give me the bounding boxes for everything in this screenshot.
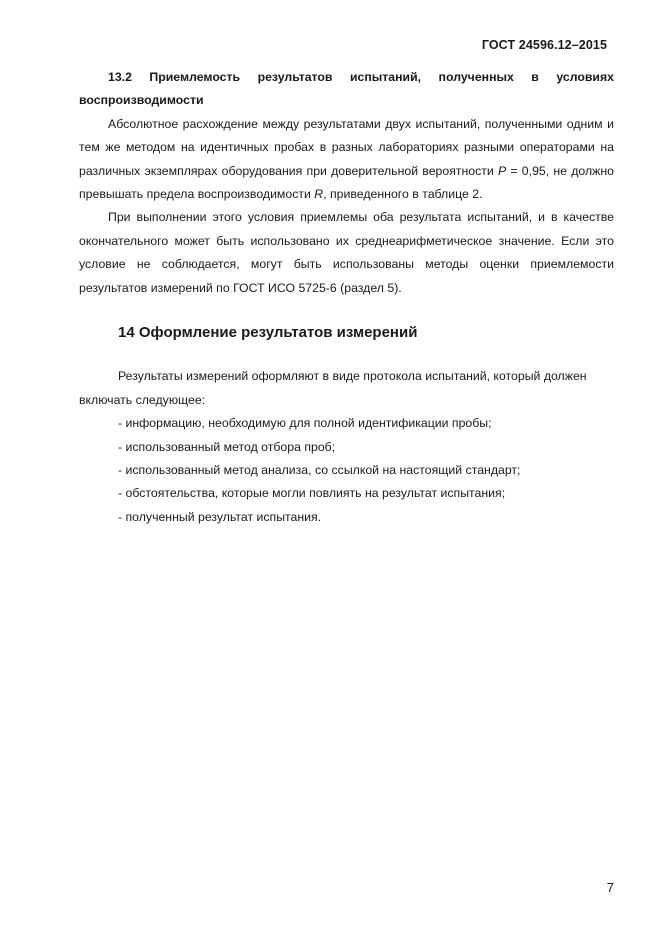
page-content bbox=[79, 66, 614, 529]
paragraph-reproducibility-limit bbox=[79, 113, 614, 207]
list-item: - информацию, необходимую для полной идентификации пробы; bbox=[118, 416, 492, 431]
subsection-title-13-2: 13.2 Приемлемость результатов испытаний, полученных в условиях воспроизводимости bbox=[79, 70, 614, 108]
variable-p: P bbox=[498, 163, 507, 178]
para1-text-b: = 0,95, не должно превышать предела воспроизводимости bbox=[79, 163, 614, 202]
variable-r: R bbox=[314, 187, 324, 202]
list-item: - обстоятельства, которые могли повлиять на результат испытания; bbox=[118, 486, 506, 501]
document-id: ГОСТ 24596.12–2015 bbox=[481, 38, 607, 52]
paragraph-acceptance: При выполнении этого условия приемлемы оба результата испытаний, и в качестве окончательного может быть использовано их среднеарифметическое значение. Если это условие не соблюдается, могут быть использованы методы оценки приемлемости результатов измерений по ГОСТ ИСО 5725-6 (раздел 5). bbox=[79, 210, 614, 295]
list-item: - полученный результат испытания. bbox=[118, 509, 322, 524]
section-title-14: 14 Оформление результатов измерений bbox=[118, 324, 418, 342]
para1-text-a: Абсолютное расхождение между результатами двух испытаний, полученными одним и тем же методом на идентичных пробах в разных лабораториях разными операторами на различных экземплярах оборудования при доверительной вероятности bbox=[79, 116, 614, 178]
para1-text-c: , приведенного в таблице 2. bbox=[323, 187, 483, 202]
report-requirements-list bbox=[79, 412, 614, 529]
list-item: - использованный метод отбора проб; bbox=[118, 439, 336, 454]
paragraph-report-intro: Результаты измерений оформляют в виде протокола испытаний, который должен включать следующее: bbox=[79, 369, 587, 407]
list-item: - использованный метод анализа, со ссылкой на настоящий стандарт; bbox=[118, 463, 521, 478]
page-number: 7 bbox=[606, 880, 614, 895]
